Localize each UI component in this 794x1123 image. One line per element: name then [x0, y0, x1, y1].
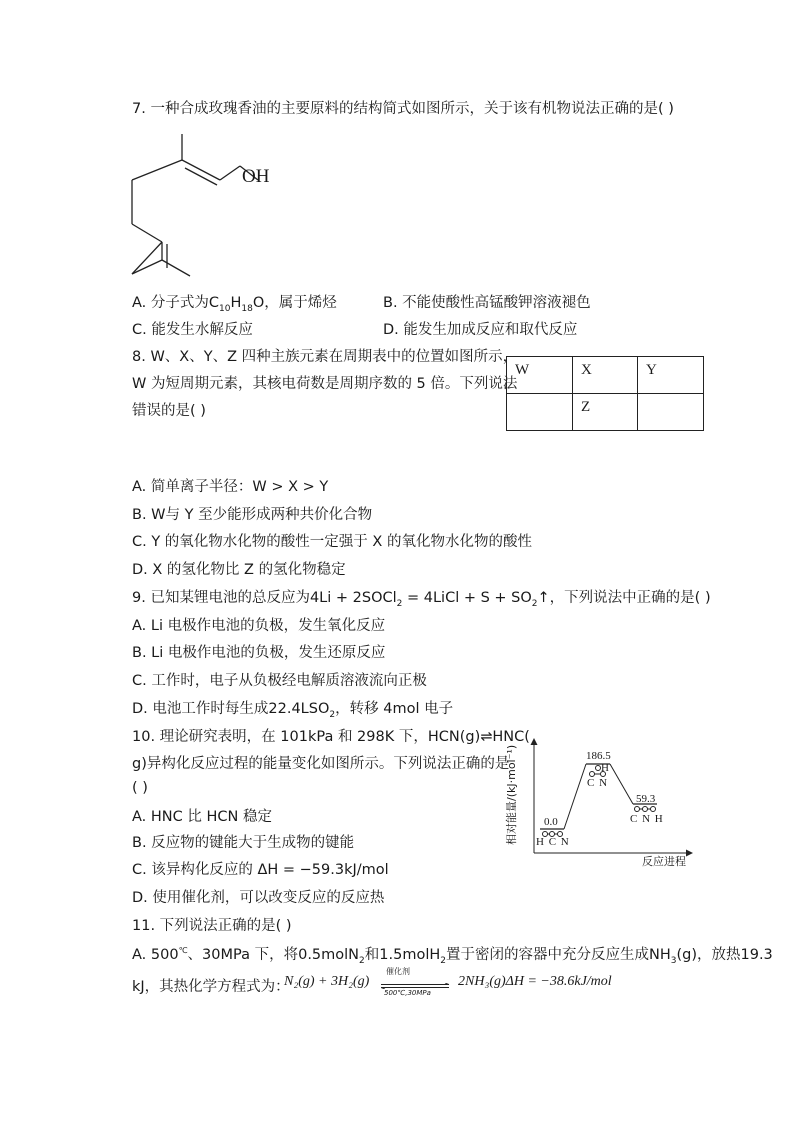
double-bond-2: [132, 242, 162, 274]
q10-stem-line2: g)异构化反应过程的能量变化如图所示。下列说法正确的是: [132, 756, 510, 772]
reactant-value: 0.0: [544, 816, 558, 828]
q7-option-b[interactable]: B. 不能使酸性高锰酸钾溶液褪色: [383, 295, 591, 311]
q11-stem: 11. 下列说法正确的是( ): [132, 918, 292, 934]
q9-option-b[interactable]: B. Li 电极作电池的负极，发生还原反应: [132, 645, 386, 661]
q7-option-c[interactable]: C. 能发生水解反应: [132, 322, 253, 338]
equation-right: 2NH₃(g)ΔH = −38.6kJ/mol: [458, 974, 612, 989]
product-value: 59.3: [636, 793, 656, 805]
q7-structure-diagram: [120, 128, 290, 283]
q8-option-b[interactable]: B. W与 Y 至少能形成两种共价化合物: [132, 507, 373, 523]
q9-stem: 9. 已知某锂电池的总反应为4Li + 2SOCl$_2$ = 4LiCl + $S + SO_2↑$，下列说法中正确的是( ): [132, 590, 711, 609]
q8-stem-line3: 错误的是( ): [132, 403, 206, 419]
q10-stem-line1: 10. 理论研究表明，在 101kPa 和 298K 下，HCN(g)⇌HNC(: [132, 729, 530, 745]
q9-option-d[interactable]: D. 电池工作时每生成$22.4LSO_2$，转移 4mol 电子: [132, 701, 454, 720]
q8-option-c[interactable]: C. Y 的氧化物水化物的酸性一定强于 X 的氧化物水化物的酸性: [132, 534, 532, 550]
rise-line: [564, 764, 586, 829]
equation-left: N₂(g) + 3H₂(g): [284, 974, 370, 989]
peak-atoms-cn: C N: [587, 777, 609, 789]
cell-x: X: [573, 357, 638, 394]
cell-y: Y: [638, 357, 704, 394]
q8-option-a[interactable]: A. 简单离子半径：W > X > Y: [132, 479, 329, 495]
q11-option-a-line2: kJ，其热化学方程式为：: [132, 979, 290, 995]
q9-option-a[interactable]: A. Li 电极作电池的负极，发生氧化反应: [132, 618, 386, 634]
q8-stem-line1: 8. W、X、Y、Z 四种主族元素在周期表中的位置如图所示，: [132, 349, 518, 365]
cell-z: Z: [573, 394, 638, 431]
q8-stem-line2: W 为短周期元素，其核电荷数是周期序数的 5 倍。下列说法: [132, 376, 518, 392]
q8-option-d[interactable]: D. X 的氢化物比 Z 的氢化物稳定: [132, 562, 346, 578]
q10-stem-line3: ( ): [132, 780, 148, 796]
equation-catalyst: 催化剂: [386, 967, 410, 976]
q7-stem: 7. 一种合成玫瑰香油的主要原料的结构简式如图所示，关于该有机物说法正确的是( ): [132, 101, 674, 117]
fall-line: [610, 764, 633, 804]
product-atoms: C N H: [630, 813, 664, 825]
peak-value: 186.5: [586, 750, 611, 762]
q10-option-d[interactable]: D. 使用催化剂，可以改变反应的反应热: [132, 890, 385, 906]
q11-option-a-line1[interactable]: A. 500℃、30MPa 下，将0.5molN$_2$和1.5molH$_2$置于密闭的容器中充分反应生成$NH_3(g)$，放热19.3: [132, 946, 773, 966]
diagram-y-label: 相对能量/(kJ·mol⁻¹): [505, 744, 518, 845]
q10-option-b[interactable]: B. 反应物的键能大于生成物的键能: [132, 835, 355, 851]
q7-oh-label: OH: [242, 166, 270, 187]
cell-w: W: [507, 357, 573, 394]
q7-option-d[interactable]: D. 能发生加成反应和取代反应: [383, 322, 578, 338]
diagram-x-label: 反应进程: [642, 855, 686, 868]
peak-atom-h: H: [601, 762, 609, 774]
equation-conditions: 500℃,30MPa: [384, 989, 431, 997]
q9-option-c[interactable]: C. 工作时，电子从负极经电解质溶液流向正极: [132, 673, 427, 689]
q10-option-a[interactable]: A. HNC 比 HCN 稳定: [132, 809, 272, 825]
reactant-atoms: H C N: [536, 836, 570, 848]
q7-option-a[interactable]: A. 分子式为$C_{10}H_{18}O$，属于烯烃: [132, 295, 337, 314]
cell-empty-2: [638, 394, 704, 431]
cell-empty-1: [507, 394, 573, 431]
periodic-table-fragment: [506, 356, 704, 431]
q10-option-c[interactable]: C. 该异构化反应的 ΔH = −59.3kJ/mol: [132, 862, 389, 878]
